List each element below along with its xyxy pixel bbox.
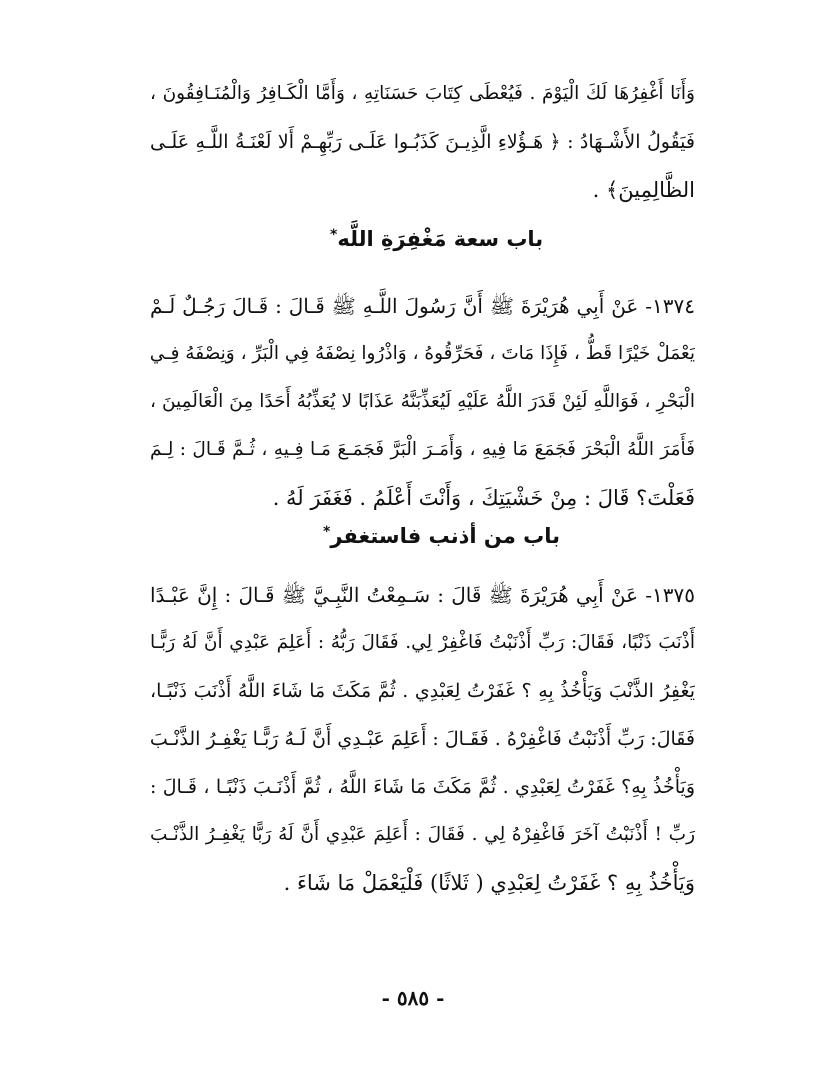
text-line: الظَّالِمِينَ﴾ . bbox=[592, 178, 695, 202]
chapter-heading bbox=[330, 227, 543, 251]
text-line: ١٣٧٤- عَنْ أَبِي هُرَيْرَةَ ﷺ أَنَّ رَسُولَ اللَّـهِ ﷺ قَـالَ : قَـالَ رَجُـلٌ لَـمْ bbox=[150, 294, 695, 318]
chapter-heading bbox=[323, 524, 560, 548]
hadith-1374-text bbox=[150, 282, 695, 522]
page-number: - ٥٨٥ - bbox=[381, 986, 445, 1010]
continued-hadith-text bbox=[150, 70, 695, 214]
text-line: فَعَلْتَ؟ قَالَ : مِنْ خَشْيَتِكَ ، وَأَنْتَ أَعْلَمُ . فَغَفَرَ لَهُ . bbox=[272, 486, 695, 510]
hadith-1375-text bbox=[150, 571, 695, 907]
text-line: أَذْنَبَ ذَنْبًا، فَقَالَ: رَبِّ أَذْنَبْتُ فَاغْفِرْ لِي. فَقَالَ رَبُّهُ : أَعَلِمَ عَبْدِي أَنَّ لَهُ رَبًّـا bbox=[150, 632, 695, 653]
text-line: فَقَالَ: رَبِّ أَذْنَبْتُ فَاغْفِرْهُ . فَقَـالَ : أَعَلِمَ عَبْـدِي أَنَّ لَـهُ رَبًّـا يَغْفِـرُ الذَّنْـبَ bbox=[150, 728, 695, 750]
text-line: يَغْفِرُ الذَّنْبَ وَيَأْخُذُ بِهِ ؟ غَفَرْتُ لِعَبْدِي . ثُمَّ مَكَثَ مَا شَاءَ اللَّهُ أَذْنَبَ ذَنْبًـا، bbox=[150, 680, 695, 702]
text-line: الْبَحْرِ ، فَوَاللَّهِ لَئِنْ قَدَرَ اللَّهُ عَلَيْهِ لَيُعَذِّبَنَّهُ عَذَابًا لا يُعَذِّبُهُ أَحَدًا مِنَ الْعَالَمِينَ ، bbox=[150, 391, 695, 412]
chapter-heading-text: باب من أذنب فاستغفر bbox=[330, 524, 561, 548]
text-line: ١٣٧٥- عَنْ أَبِي هُرَيْرَةَ ﷺ قَالَ : سَـمِعْتُ النَّبِـيَّ ﷺ قَـالَ : إِنَّ عَبْـدًا bbox=[150, 583, 695, 607]
text-line: فَيَقُولُ الأَشْـهَادُ : ﴿ هَـؤُلاءِ الَّذِيـنَ كَذَبُـوا عَلَـى رَبِّهِـمْ أَلا لَعْنَـةُ اللَّـهِ عَلَـى bbox=[150, 131, 695, 153]
footnote-star: * bbox=[330, 227, 338, 243]
footnote-star: * bbox=[323, 524, 331, 540]
text-line: وَيَأْخُذُ بِهِ؟ غَفَرْتُ لِعَبْدِي . ثُمَّ مَكَثَ مَا شَاءَ اللَّهُ ، ثُمَّ أَذْنَـبَ ذَنْبًـا ، قَـالَ : bbox=[150, 776, 695, 798]
text-line: وَيَأْخُذُ بِهِ ؟ غَفَرْتُ لِعَبْدِي ( ثَلاثًا) فَلْيَعْمَلْ مَا شَاءَ . bbox=[283, 871, 695, 895]
text-line: يَعْمَلْ خَيْرًا قَطُّ ، فَإِذَا مَاتَ ، فَحَرِّقُوهُ ، وَاذْرُوا نِصْفَهُ فِي الْبَرِّ ، وَنِصْفَهُ فِـي bbox=[150, 343, 695, 364]
text-line: وَأَنَا أَغْفِرُهَا لَكَ الْيَوْمَ . فَيُعْطَى كِتَابَ حَسَنَاتِهِ ، وَأَمَّا الْكَـافِرُ وَالْمُنَـافِقُونَ ، bbox=[150, 83, 695, 104]
chapter-heading-text: باب سعة مَغْفِرَةِ اللَّه bbox=[337, 227, 544, 251]
text-line: رَبِّ ! أَذْنَبْتُ آخَرَ فَاغْفِرْهُ لِي . فَقَالَ : أَعَلِمَ عَبْدِي أَنَّ لَهُ رَبًّا يَغْفِـرُ الذَّنْـبَ bbox=[150, 824, 695, 845]
text-line: فَأَمَرَ اللَّهُ الْبَحْرَ فَجَمَعَ مَا فِيهِ ، وَأَمَـرَ الْبَرَّ فَجَمَـعَ مَـا فِـيهِ ، ثُـمَّ قَـالَ : لِـمَ bbox=[150, 439, 695, 460]
